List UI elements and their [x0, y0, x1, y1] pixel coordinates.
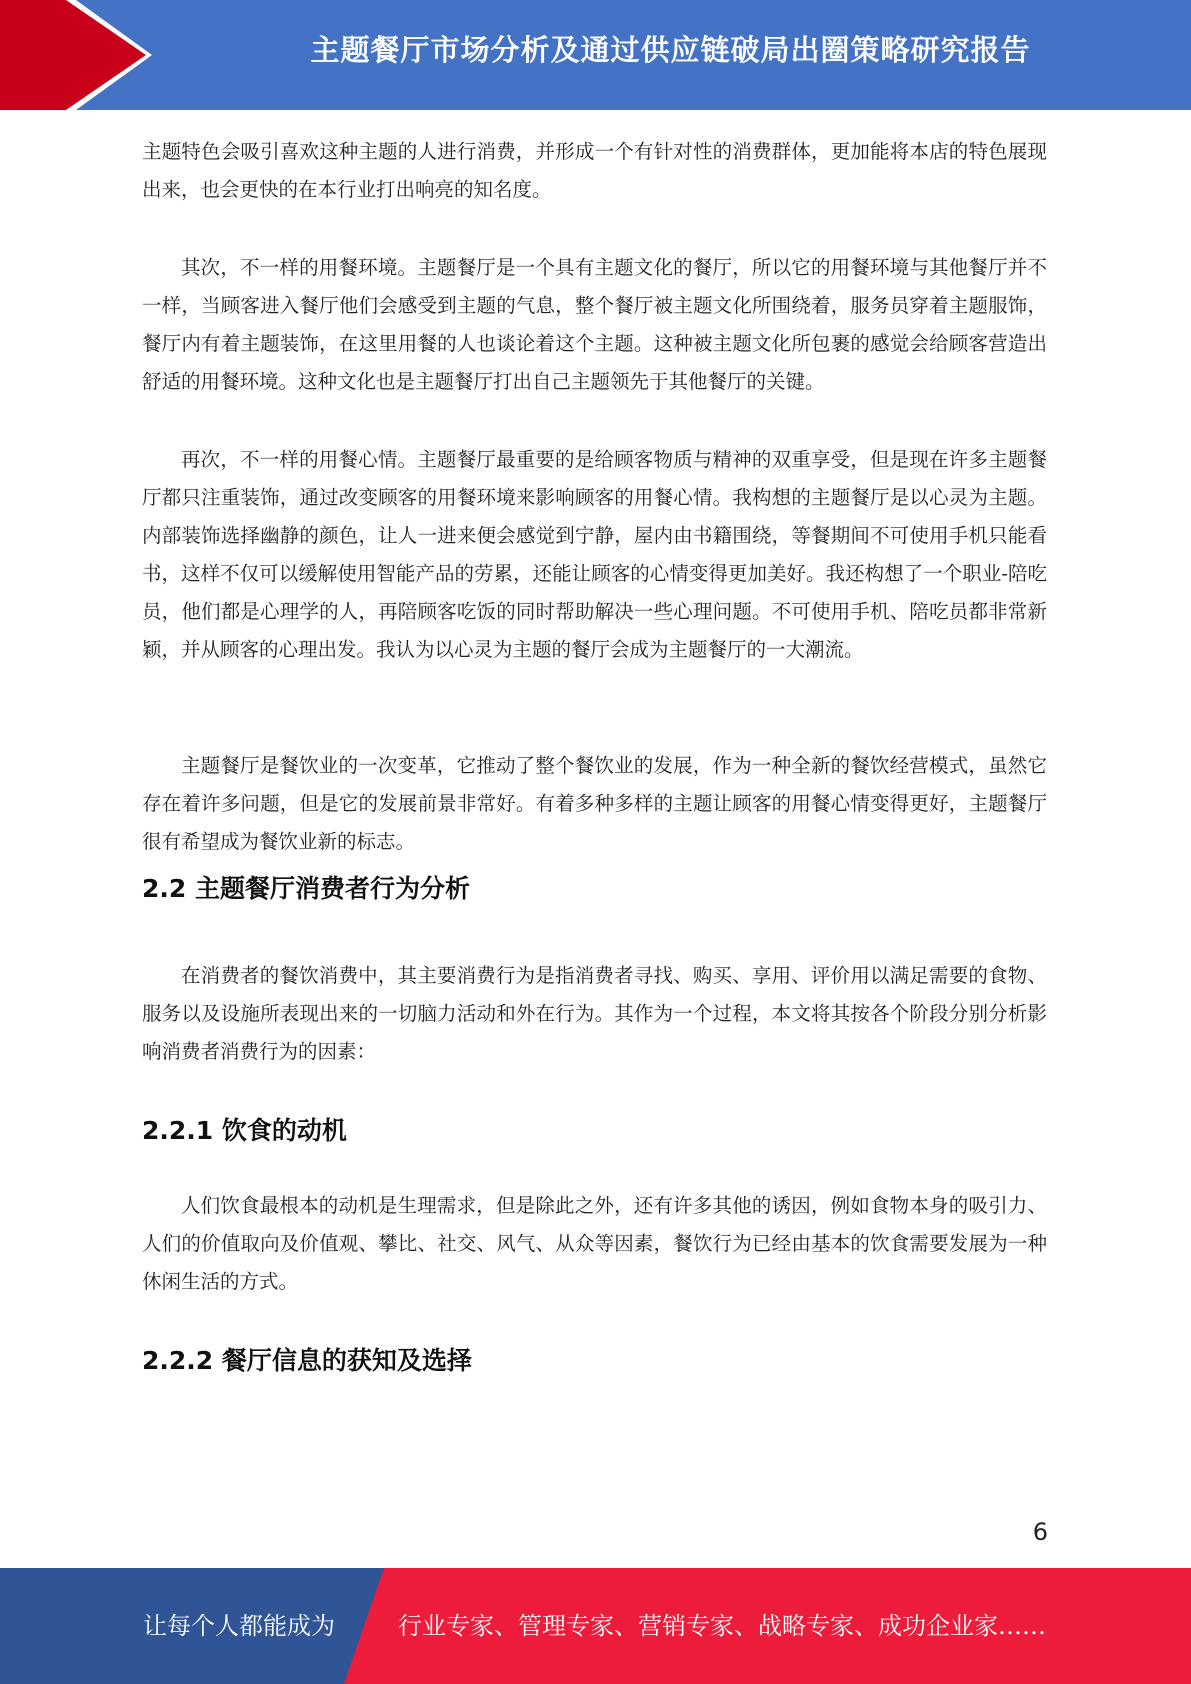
- page-footer: [0, 1568, 1191, 1684]
- paragraph: 其次，不一样的用餐环境。主题餐厅是一个具有主题文化的餐厅，所以它的用餐环境与其他餐厅并不一样，当顾客进入餐厅他们会感受到主题的气息，整个餐厅被主题文化所围绕着，服务员穿着主题服饰，餐厅内有着主题装饰，在这里用餐的人也谈论着这个主题。这种被主题文化所包裹的感觉会给顾客营造出舒适的用餐环境。这种文化也是主题餐厅打出自己主题领先于其他餐厅的关键。: [142, 256, 1047, 393]
- section-heading: 2.2 主题餐厅消费者行为分析: [142, 874, 470, 903]
- footer-slogan-right: 行业专家、管理专家、营销专家、战略专家、成功企业家……: [398, 1612, 1046, 1640]
- page-header: [0, 0, 1191, 110]
- paragraph: 再次，不一样的用餐心情。主题餐厅最重要的是给顾客物质与精神的双重享受，但是现在许多主题餐厅都只注重装饰，通过改变顾客的用餐环境来影响顾客的用餐心情。我构想的主题餐厅是以心灵为主题。内部装饰选择幽静的颜色，让人一进来便会感觉到宁静，屋内由书籍围绕，等餐期间不可使用手机只能看书，这样不仅可以缓解使用智能产品的劳累，还能让顾客的心情变得更加美好。我还构想了一个职业-陪吃员，他们都是心理学的人，再陪顾客吃饭的同时帮助解决一些心理问题。不可使用手机、陪吃员都非常新颖，并从顾客的心理出发。我认为以心灵为主题的餐厅会成为主题餐厅的一大潮流。: [142, 448, 1047, 661]
- paragraph: 主题特色会吸引喜欢这种主题的人进行消费，并形成一个有针对性的消费群体，更加能将本店的特色展现出来，也会更快的在本行业打出响亮的知名度。: [142, 140, 1047, 201]
- red-chevron-decoration: [0, 0, 160, 110]
- footer-slogan-left: 让每个人都能成为: [143, 1612, 335, 1640]
- document-body: [142, 133, 1047, 1381]
- subsection-heading: 2.2.1 饮食的动机: [142, 1116, 347, 1145]
- subsection-heading: 2.2.2 餐厅信息的获知及选择: [142, 1346, 472, 1375]
- page-number: 6: [1032, 1518, 1048, 1546]
- paragraph: 人们饮食最根本的动机是生理需求，但是除此之外，还有许多其他的诱因，例如食物本身的吸引力、人们的价值取向及价值观、攀比、社交、风气、从众等因素，餐饮行为已经由基本的饮食需要发展为一种休闲生活的方式。: [142, 1194, 1047, 1293]
- paragraph: 主题餐厅是餐饮业的一次变革，它推动了整个餐饮业的发展，作为一种全新的餐饮经营模式，虽然它存在着许多问题，但是它的发展前景非常好。有着多种多样的主题让顾客的用餐心情变得更好，主题餐厅很有希望成为餐饮业新的标志。: [142, 754, 1047, 853]
- report-title: 主题餐厅市场分析及通过供应链破局出圈策略研究报告: [310, 33, 1031, 67]
- paragraph: 在消费者的餐饮消费中，其主要消费行为是指消费者寻找、购买、享用、评价用以满足需要的食物、服务以及设施所表现出来的一切脑力活动和外在行为。其作为一个过程，本文将其按各个阶段分别分析影响消费者消费行为的因素：: [142, 964, 1047, 1063]
